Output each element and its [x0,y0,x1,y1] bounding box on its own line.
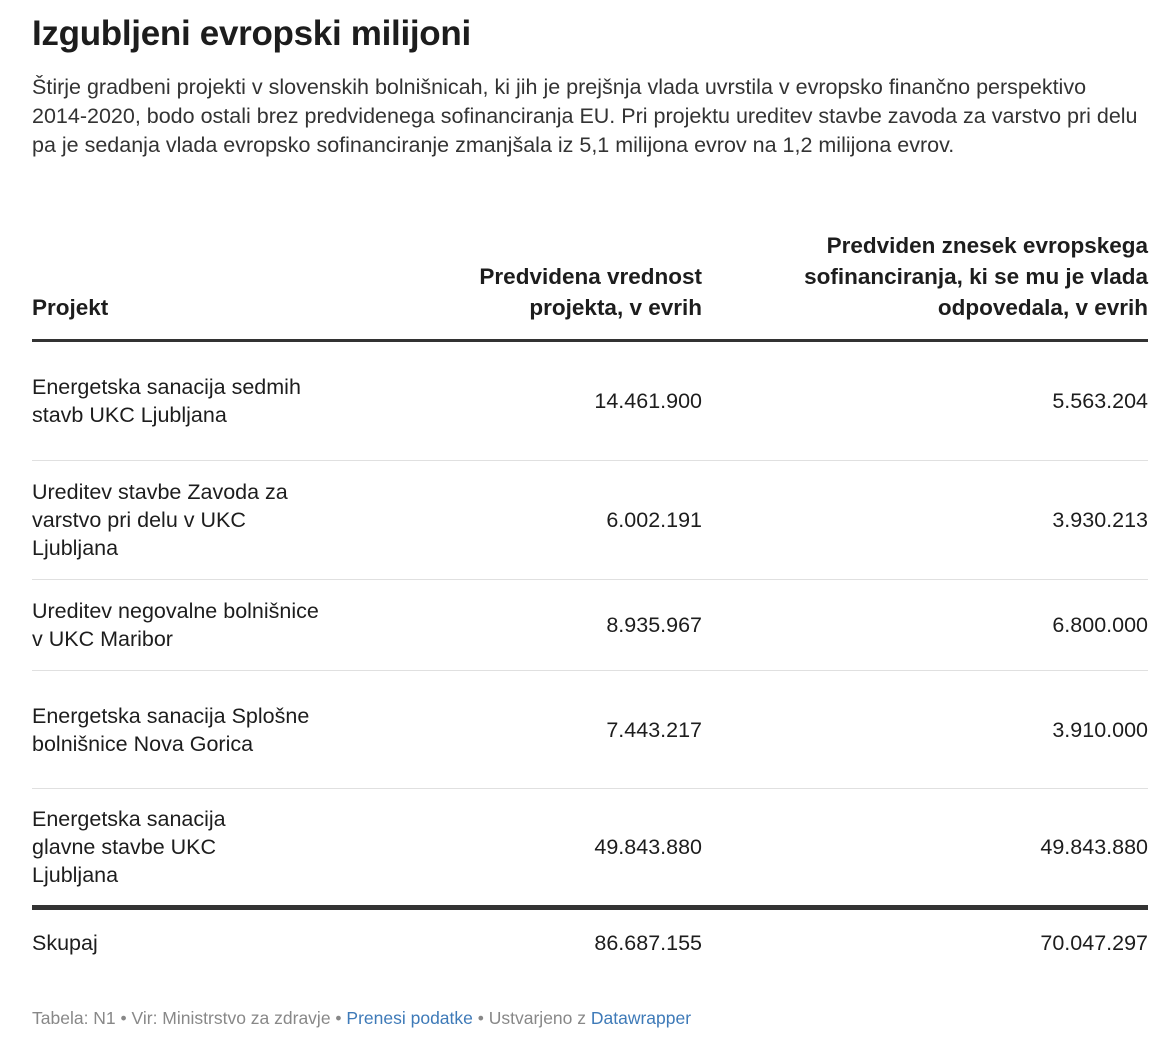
total-project-value: 86.687.155 [594,931,702,955]
total-label: Skupaj [32,931,98,955]
row-project-name: Energetska sanacija glavne stavbe UKC Ljubljana [32,807,226,887]
footer-created-with: • Ustvarjeno z [472,1008,591,1028]
table-row [32,580,1148,671]
column-header-eu-funding: Predviden znesek evropskega sofinanciranja, ki se mu je vlada odpovedala, v evrih [804,233,1148,320]
datawrapper-link[interactable]: Datawrapper [590,1008,692,1028]
row-eu-funding: 3.930.213 [1052,508,1148,532]
download-data-link[interactable]: Prenesi podatke [346,1008,473,1028]
total-eu-funding: 70.047.297 [1040,931,1148,955]
row-project-value: 49.843.880 [594,835,702,859]
table-header [32,230,1148,342]
row-eu-funding: 3.910.000 [1052,717,1148,742]
column-header-project-value: Predvidena vrednost projekta, v evrih [479,264,702,320]
data-table [32,230,1148,976]
row-eu-funding: 5.563.204 [1052,389,1148,413]
table-row [32,342,1148,461]
table-row [32,461,1148,580]
page-title: Izgubljeni evropski milijoni [32,14,471,53]
column-header-project: Projekt [32,295,109,320]
footer [32,1008,691,1029]
description-text: Štirje gradbeni projekti v slovenskih bolnišnicah, ki jih je prejšnja vlada uvrstila v evropsko finančno perspektivo 2014-2020, bodo ostali brez predvidenega sofinanciranja EU. Pri projektu ureditev stavbe zavoda za varstvo pri delu pa je sedanja vlada evropsko sofinanciranje zmanjšala iz 5,1 milijona evrov na 1,2 milijona evrov. [32,75,1138,157]
row-project-name: Energetska sanacija sedmih stavb UKC Ljubljana [32,375,301,427]
table-row [32,789,1148,910]
row-project-value: 7.443.217 [606,717,702,742]
row-project-value: 6.002.191 [606,508,702,532]
footer-source: Tabela: N1 • Vir: Ministrstvo za zdravje • [32,1008,347,1028]
total-row [32,910,1148,976]
table-row [32,671,1148,789]
row-project-value: 8.935.967 [606,613,702,637]
row-eu-funding: 49.843.880 [1040,835,1148,859]
row-project-name: Ureditev negovalne bolnišnice v UKC Maribor [32,599,319,651]
row-project-name: Energetska sanacija Splošne bolnišnice Nova Gorica [32,703,310,756]
row-eu-funding: 6.800.000 [1052,613,1148,637]
row-project-value: 14.461.900 [594,389,702,413]
row-project-name: Ureditev stavbe Zavoda za varstvo pri delu v UKC Ljubljana [32,480,288,560]
